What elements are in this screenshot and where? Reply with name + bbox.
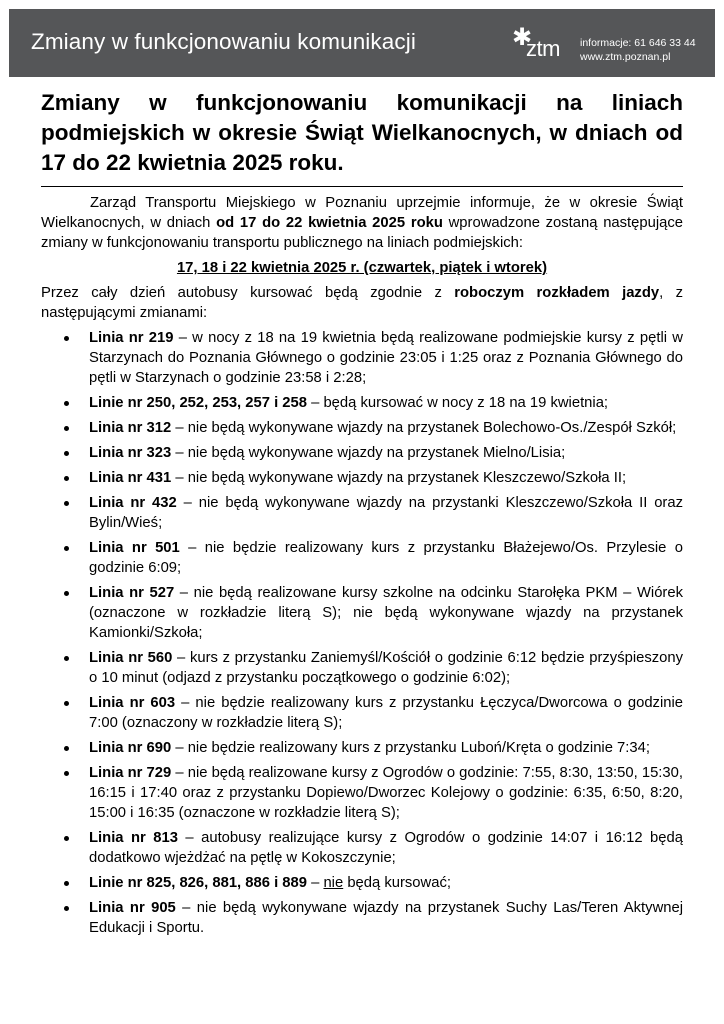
line-label: Linie nr 825, 826, 881, 886 i 889 [89,875,307,891]
line-description: – nie będą wykonywane wjazdy na przystanek Bolechowo-Os./Zespół Szkół; [171,420,677,436]
list-item [41,693,683,733]
list-item [41,493,683,533]
bullet-icon [64,591,69,596]
line-label: Linia nr 323 [89,445,172,461]
ztm-logo [512,24,572,64]
bullet-icon [64,746,69,751]
header-title: Zmiany w funkcjonowaniu komunikacji [31,29,416,54]
route-changes-list [41,328,683,938]
intro-text-1: Zarząd Transportu Miejskiego w Poznaniu uprzejmie informuje, że w okresie Świąt Wielkanocnych, w dniach [41,195,683,231]
bullet-icon [64,476,69,481]
list-item [41,468,683,488]
list-item [41,763,683,823]
bullet-icon [64,656,69,661]
line-label: Linia nr 219 [89,330,174,346]
line-label: Linia nr 813 [89,830,178,846]
lead-schedule-type: roboczym rozkładem jazdy [454,285,660,301]
line-description: – nie będą wykonywane wjazdy na przystanki Kleszczewo/Szkoła II oraz Bylin/Wieś; [89,495,683,531]
list-item [41,418,683,438]
lead-text-2: , z następującymi zmianami: [41,285,683,321]
list-item [41,828,683,868]
list-item [41,538,683,578]
header-bar [9,9,715,77]
line-description: – w nocy z 18 na 19 kwietnia będą realizowane podmiejskie kursy z pętli w Starzynach do Poznania Głównego o godzinie 23:05 i 1:25 oraz z Poznania Głównego do pętli w Starzynach o godzinie 23:58 i 2:28; [89,330,683,386]
line-description: – nie będą realizowane kursy szkolne na odcinku Starołęka PKM – Wiórek (oznaczone w rozkładzie literą S); nie będą wykonywane wjazdy na przystanek Kamionki/Szkoła; [89,585,683,641]
bullet-icon [64,401,69,406]
intro-date-range: od 17 do 22 kwietnia 2025 roku [216,215,443,231]
contact-phone: informacje: 61 646 33 44 [580,37,696,49]
line-label: Linia nr 729 [89,765,172,781]
bullet-icon [64,906,69,911]
bullet-icon [64,836,69,841]
bullet-icon [64,336,69,341]
intro-paragraph [41,193,683,253]
line-dash: – [307,875,324,891]
line-label: Linia nr 690 [89,740,172,756]
lead-paragraph [41,283,683,323]
line-description: – kurs z przystanku Zaniemyśl/Kościół o godzinie 6:12 będzie przyśpieszony o 10 minut (odjazd z przystanku początkowego o godzinie 6:02); [89,650,683,686]
list-item [41,443,683,463]
bullet-icon [64,501,69,506]
line-description: – nie będą wykonywane wjazdy na przystanek Suchy Las/Teren Aktywnej Edukacji i Sportu. [89,900,683,936]
line-description: – nie będą wykonywane wjazdy na przystanek Kleszczewo/Szkoła II; [171,470,627,486]
list-item [41,898,683,938]
line-description: – nie będzie realizowany kurs z przystanku Błażejewo/Os. Przylesie o godzinie 6:09; [89,540,683,576]
line-label: Linia nr 905 [89,900,176,916]
line-description: – nie będzie realizowany kurs z przystanku Łęczyca/Dworcowa o godzinie 7:00 (oznaczony w rozkładzie literą S); [89,695,683,731]
line-label: Linia nr 527 [89,585,175,601]
bullet-icon [64,701,69,706]
line-label: Linia nr 432 [89,495,177,511]
bullet-icon [64,546,69,551]
emphasis-not: nie [323,875,344,891]
asterisk-icon: ✱ [512,24,533,51]
document-body [41,88,683,943]
line-label: Linia nr 501 [89,540,180,556]
line-label: Linia nr 603 [89,695,176,711]
document-heading: Zmiany w funkcjonowaniu komunikacji na liniach podmiejskich w okresie Świąt Wielkanocnych, w dniach od 17 do 22 kwietnia 2025 roku. [41,90,683,175]
logo-text: ztm [526,36,560,61]
list-item [41,873,683,893]
contact-info [580,36,696,64]
date-section-header: 17, 18 i 22 kwietnia 2025 r. (czwartek, piątek i wtorek) [176,260,548,276]
line-description: będą kursować; [343,875,451,891]
line-description: – będą kursować w nocy z 18 na 19 kwietnia; [307,395,609,411]
bullet-icon [64,771,69,776]
line-label: Linia nr 560 [89,650,173,666]
list-item [41,328,683,388]
bullet-icon [64,451,69,456]
lead-text-1: Przez cały dzień autobusy kursować będą zgodnie z [41,285,455,301]
line-label: Linie nr 250, 252, 253, 257 i 258 [89,395,307,411]
line-label: Linia nr 431 [89,470,172,486]
line-description: – nie będzie realizowany kurs z przystanku Luboń/Kręta o godzinie 7:34; [171,740,650,756]
line-description: – autobusy realizujące kursy z Ogrodów o godzinie 14:07 i 16:12 będą dodatkowo wjeżdżać na pętlę w Kokoszczynie; [89,830,683,866]
list-item [41,738,683,758]
list-item [41,583,683,643]
list-item [41,393,683,413]
line-description: – nie będą wykonywane wjazdy na przystanek Mielno/Lisia; [171,445,566,461]
line-label: Linia nr 312 [89,420,172,436]
intro-text-2: wprowadzone zostaną następujące zmiany w funkcjonowaniu transportu publicznego na liniach podmiejskich: [41,215,683,251]
line-description: – nie będą realizowane kursy z Ogrodów o godzinie: 7:55, 8:30, 13:50, 15:30, 16:15 i 17:40 oraz z przystanku Dopiewo/Dworzec Kolejowy o godzinie: 6:35, 6:50, 8:20, 15:00 i 16:35 (oznaczone w rozkładzie literą S); [89,765,683,821]
bullet-icon [64,881,69,886]
contact-website[interactable]: www.ztm.poznan.pl [580,51,671,63]
bullet-icon [64,426,69,431]
heading-divider [41,186,683,187]
list-item [41,648,683,688]
